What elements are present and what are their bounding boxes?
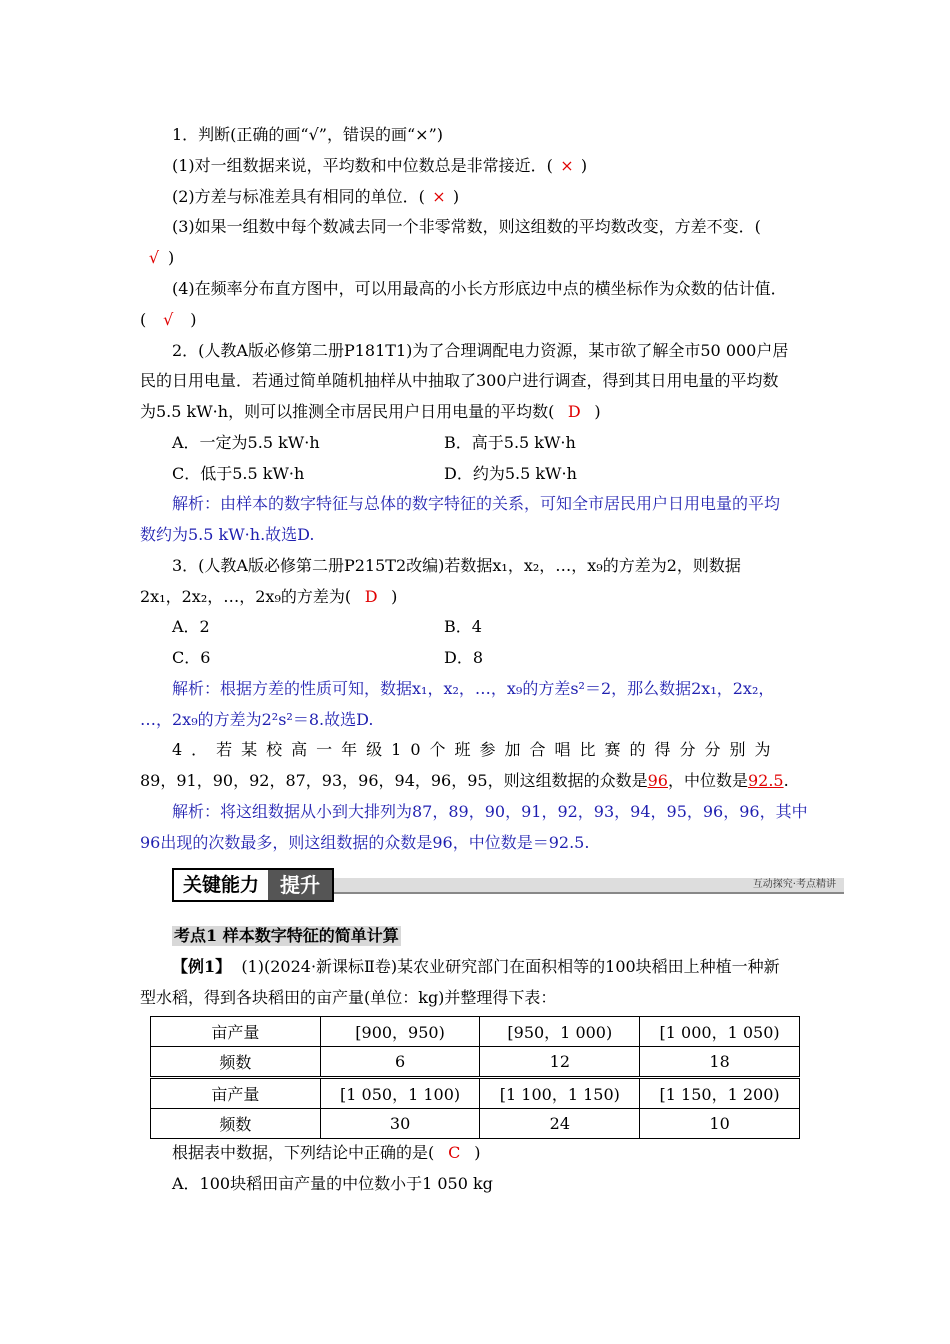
q1-item2: (2)方差与标准差具有相同的单位．( × ) — [172, 187, 460, 206]
table-cell: 亩产量 — [151, 1079, 321, 1109]
q3-line1: 3．(人教A版必修第二册P215T2改编)若数据x₁，x₂，…，x₉的方差为2，则数据 — [172, 556, 741, 575]
ex1-question: 根据表中数据，下列结论中正确的是( C ) — [172, 1143, 481, 1162]
table-row — [151, 1079, 800, 1109]
table-cell: 6 — [320, 1047, 480, 1077]
yield-table-1 — [150, 1016, 800, 1077]
q1-item3-tail: √ ) — [140, 248, 810, 268]
q1-item3-answer: √ — [148, 248, 160, 267]
table-cell: 30 — [320, 1109, 480, 1139]
q3-option-b: B．4 — [444, 617, 482, 636]
table-row — [151, 1017, 800, 1047]
table-cell: [1 100，1 150) — [480, 1079, 640, 1109]
q3-line2: 2x₁，2x₂，…，2x₉的方差为( D ) — [140, 587, 398, 606]
table-cell: [900，950) — [320, 1017, 480, 1047]
table-cell: 频数 — [151, 1109, 321, 1139]
table-cell: 18 — [640, 1047, 800, 1077]
q1-item4-answer: √ — [163, 310, 174, 329]
table-cell: [1 000，1 050) — [640, 1017, 800, 1047]
q2-explanation-2: 数约为5.5 kW·h.故选D. — [140, 525, 315, 544]
q1-item1: (1)对一组数据来说，平均数和中位数总是非常接近．( × ) — [172, 156, 588, 175]
q3-options-ab — [172, 617, 842, 637]
q2-line1: 2．(人教A版必修第二册P181T1)为了合理调配电力资源，某市欲了解全市50 000户居 — [172, 341, 789, 360]
q2-options-cd — [172, 464, 842, 484]
q1-item4-tail: ( √ ) — [140, 310, 197, 329]
q2-explanation-1: 解析：由样本的数字特征与总体的数字特征的关系，可知全市居民用户日用电量的平均 — [172, 494, 781, 513]
q2-line3: 为5.5 kW·h，则可以推测全市居民用户日用电量的平均数( D ) — [140, 402, 601, 421]
q3-explanation-2: …，2x₉的方差为2²s²＝8.故选D. — [140, 710, 374, 729]
banner-subtitle: 互动探究·考点精讲 — [752, 879, 836, 890]
table-cell: [1 150，1 200) — [640, 1079, 800, 1109]
table-cell: 频数 — [151, 1047, 321, 1077]
q3-options-cd — [172, 648, 842, 668]
q3-option-a: A．2 — [172, 617, 210, 636]
banner-accent: 提升 — [268, 868, 334, 902]
table-cell: 亩产量 — [151, 1017, 321, 1047]
ex1-answer: C — [448, 1143, 461, 1162]
table-cell: 12 — [480, 1047, 640, 1077]
ex1-line2: 型水稻，得到各块稻田的亩产量(单位：kg)并整理得下表： — [140, 988, 557, 1007]
q2-option-d: D．约为5.5 kW·h — [444, 464, 577, 483]
ex1-line1: 【例1】 (1)(2024·新课标Ⅱ卷)某农业研究部门在面积相等的100块稻田上种植一种新 — [172, 957, 780, 976]
table-row — [151, 1047, 800, 1077]
q2-option-b: B．高于5.5 kW·h — [444, 433, 576, 452]
table-row — [151, 1109, 800, 1139]
q1-item4: (4)在频率分布直方图中，可以用最高的小长方形底边中点的横坐标作为众数的估计值． — [172, 279, 787, 298]
q1-item1-answer: × — [560, 156, 574, 175]
q3-explanation-1: 解析：根据方差的性质可知，数据x₁，x₂，…，x₉的方差s²＝2，那么数据2x₁，2x₂， — [172, 679, 775, 698]
q2-option-c: C．低于5.5 kW·h — [172, 464, 305, 483]
table-cell: 24 — [480, 1109, 640, 1139]
q2-line2: 民的日用电量．若通过简单随机抽样从中抽取了300户进行调查，得到其日用电量的平均数 — [140, 371, 779, 390]
table-cell: [1 050，1 100) — [320, 1079, 480, 1109]
yield-table-2 — [150, 1078, 800, 1139]
q4-median-answer: 92.5 — [747, 771, 784, 790]
ex1-label: 【例1】 — [172, 957, 232, 976]
banner-title: 关键能力 — [172, 868, 270, 902]
q4-explanation-2: 96出现的次数最多，则这组数据的众数是96，中位数是＝92.5. — [140, 833, 590, 852]
q3-option-c: C．6 — [172, 648, 211, 667]
table-cell: [950，1 000) — [480, 1017, 640, 1047]
table-cell: 10 — [640, 1109, 800, 1139]
q4-explanation-1: 解析：将这组数据从小到大排列为87，89，90，91，92，93，94，95，96，96，其中 — [172, 802, 808, 821]
q1-item3: (3)如果一组数中每个数减去同一个非零常数，则这组数的平均数改变，方差不变．( — [172, 217, 761, 236]
q4-mode-answer: 96 — [647, 771, 668, 790]
q4-line1: 4．若某校高一年级10个班参加合唱比赛的得分分别为 — [172, 740, 780, 759]
q4-line2: 89，91，90，92，87，93，96，94，96，95，则这组数据的众数是96，中位数是92.5. — [140, 771, 789, 790]
q2-answer: D — [567, 402, 581, 421]
section-banner — [172, 866, 844, 902]
q3-option-d: D．8 — [444, 648, 484, 667]
q1-title: 1．判断(正确的画“√”，错误的画“×”) — [172, 125, 443, 144]
q3-answer: D — [364, 587, 378, 606]
q1-item2-answer: × — [432, 187, 446, 206]
q2-option-a: A．一定为5.5 kW·h — [172, 433, 320, 452]
q2-options-ab — [172, 433, 842, 453]
ex1-option-a: A．100块稻田亩产量的中位数小于1 050 kg — [172, 1174, 493, 1193]
kaodian-heading: 考点1 样本数字特征的简单计算 — [174, 926, 399, 945]
